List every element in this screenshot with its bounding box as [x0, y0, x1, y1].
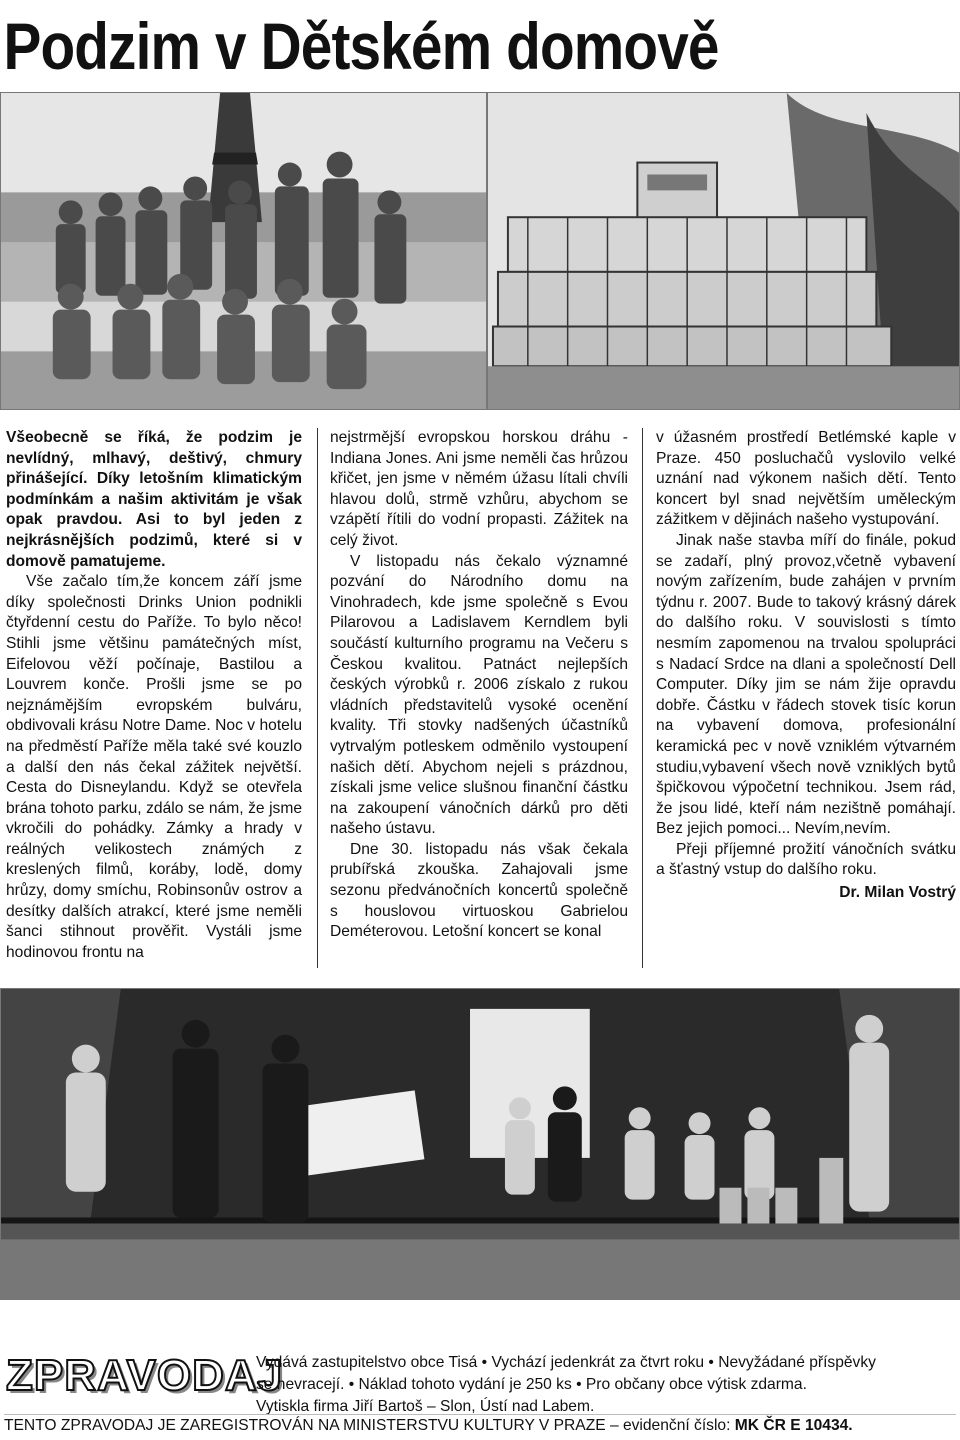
- article-paragraph: Jinak naše stavba míří do finále, pokud se zadaří, plný provoz,včetně vybavení novým zařízením, bude zahájen v prvním týdnu r. 2007. Bude to takový krásný dárek do dalšího roku. V souvislosti s tímto nesmím zapomenou na trvalou spolupráci s Nadací Srdce na dlani a společností Dell Computer. Díky jim se nám žije opravdu dobře. Částku v řádech stovek tisíc korun na vybavení domova, profesionální keramická pec v nově vzniklém výtvarném studiu,vybavení všech nově vzniklých bytů špičkovou výpočetní technikou. Jsem rád, že jsou lidé, kteří nám nezištně pomáhají. Bez jejich pomoci... Nevím,nevím.: [656, 531, 956, 838]
- article-lead: Všeobecně se říká, že podzim je nevlídný, mlhavý, deštivý, chmury přinášející. Díky letošním klimatickým podmínkám a našim aktivitám je však opak pravdou. Asi to byl jeden z nejkrásnějších podzimů, které si v domově pamatujeme.: [6, 429, 302, 570]
- article-paragraph: Přeji příjemné prožití vánočních svátku a šťastný vstup do dalšího roku.: [656, 840, 956, 879]
- article-paragraph: V listopadu nás čekalo významné pozvání do Národního domu na Vinohradech, kde jsme společně s Evou Pilarovou a Ladislavem Kerndlem byli součástí kulturního programu na Večeru s Českou kvalitou. Patnáct nejlepších českých výrobků r. 2006 získalo z rukou vládních představitelů vysoké ocenění kvality. Tři stovky nadšených účastníků vytrvalým potleskem odměnilo vystoupení našich dětí. Abychom nejeli s prázdnou, získali jsme velice slušnou finanční částku na zakoupení vánočních dárků pro děti našeho ústavu.: [330, 552, 628, 838]
- concert-stage-photo: [0, 988, 960, 1300]
- column-divider: [317, 428, 318, 968]
- eiffel-tower-group-photo: [0, 92, 487, 410]
- registration-notice: [4, 1414, 956, 1437]
- publication-info-line: se nevracejí. • Náklad tohoto vydání je 250 ks • Pro občany obce výtisk zdarma.: [256, 1376, 807, 1393]
- publication-info: [256, 1352, 956, 1418]
- article-column-3: [656, 428, 956, 973]
- article-paragraph: Dne 30. listopadu nás však čekala prubířská zkouška. Zahajovali jsme sezonu předvánočních koncertů společně s houslovou virtuoskou Gabrielou Deméterovou. Letošní koncert se konal: [330, 840, 628, 941]
- page-title: Podzim v Dětském domově: [3, 9, 719, 83]
- article-column-2: [330, 428, 628, 973]
- article-paragraph: nejstrmější evropskou horskou dráhu - Indiana Jones. Ani jsme neměli čas hrůzou křičet, jen jsme v němém úžasu lítali chvíli hlavou dolů, strmě vzhůru, abychom se vzápětí řítili do vodní propasti. Zážitek na celý život.: [330, 429, 628, 549]
- publication-info-line: Vytiskla firma Jiří Bartoš – Slon, Ústí nad Labem.: [256, 1398, 595, 1415]
- article-paragraph: v úžasném prostředí Betlémské kaple v Praze. 450 posluchačů vyslovilo velké uznání nad výkonem našich dětí. Tento koncert byl snad největším uměleckým zážitkem v dějinách našeho vystupování.: [656, 429, 956, 529]
- article-paragraph: Vše začalo tím,že koncem září jsme díky společnosti Drinks Union podnikli čtyřdenní cestu do Paříže. To bylo něco! Stihli jsme většinu památečných míst, Eifelovou věží počínaje, Bastilou a Louvrem konče. Prošli jsme se po nejznámějším evropském bulváru, obdivovali krásu Notre Dame. Noc v hotelu na předměstí Paříže měla také své kouzlo a další den nás čekal zážitek největší. Cesta do Disneylandu. Když se otevřela brána tohoto parku, zdálo se nám, že jsme vkročili do pohádky. Zámky a hrady v reálných velikostech známých z kreslených filmů, koráby, lodě, domy hrůzy, domy smíchu, Robinsonův ostrov a desítky dalších atrakcí, které jsme neměli šanci stihnout prověřit. Vystáli jsme hodinovou frontu na: [6, 573, 302, 961]
- author-signature: Dr. Milan Vostrý: [839, 884, 956, 902]
- article-column-1: [6, 428, 302, 973]
- zpravodaj-logo: ZPRAVODAJ: [6, 1351, 284, 1400]
- riverboat-photo: [487, 92, 960, 410]
- publication-info-line: Vydává zastupitelstvo obce Tisá • Vychází jedenkrát za čtvrt roku • Nevyžádané příspěvky: [256, 1354, 876, 1371]
- registration-number: MK ČR E 10434.: [734, 1417, 853, 1434]
- column-divider: [642, 428, 643, 968]
- registration-text: TENTO ZPRAVODAJ JE ZAREGISTROVÁN NA MINISTERSTVU KULTURY V PRAZE – evidenční číslo:: [4, 1417, 735, 1434]
